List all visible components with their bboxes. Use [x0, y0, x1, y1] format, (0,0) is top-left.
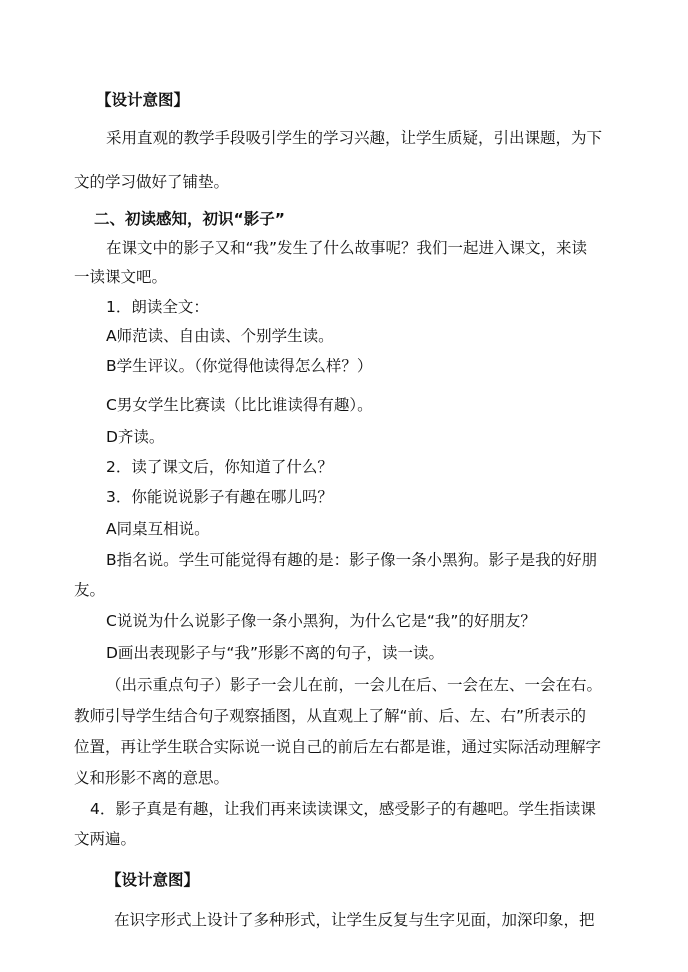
key-sentence-line: 义和形影不离的意思。	[74, 769, 230, 787]
step1-title: 1．朗读全文：	[106, 298, 209, 316]
intro-line: 一读课文吧。	[74, 268, 168, 286]
step1-item: C男女学生比赛读（比比谁读得有趣）。	[106, 396, 373, 414]
design-intent-heading: 【设计意图】	[96, 91, 190, 109]
design-intent-paragraph-line: 文的学习做好了铺垫。	[74, 173, 230, 191]
key-sentence-line: （出示重点句子）影子一会儿在前，一会儿在后、一会在左、一会在右。	[106, 676, 603, 694]
step4-line: 4．影子真是有趣，让我们再来读读课文，感受影子的有趣吧。学生指读课	[90, 800, 596, 818]
step3-item: D画出表现影子与“我”形影不离的句子，读一读。	[106, 644, 444, 662]
intro-line: 在课文中的影子又和“我”发生了什么故事呢？我们一起进入课文，来读	[106, 239, 588, 257]
section-title: 二、初读感知，初识“影子”	[94, 210, 285, 228]
step3-title: 3．你能说说影子有趣在哪儿吗？	[106, 488, 333, 506]
step3-item: 友。	[74, 581, 106, 599]
step1-item: B学生评议。（你觉得他读得怎么样？）	[106, 357, 373, 375]
step4-line: 文两遍。	[74, 830, 137, 848]
design-intent-paragraph-line: 采用直观的教学手段吸引学生的学习兴趣，让学生质疑，引出课题，为下	[106, 129, 603, 147]
step3-item: A同桌互相说。	[106, 520, 210, 538]
step1-item: A师范读、自由读、个别学生读。	[106, 327, 334, 345]
step3-item: C说说为什么说影子像一条小黑狗，为什么它是“我”的好朋友？	[106, 612, 536, 630]
key-sentence-line: 位置，再让学生联合实际说一说自己的前后左右都是谁，通过实际活动理解字	[74, 738, 602, 756]
key-sentence-line: 教师引导学生结合句子观察插图，从直观上了解“前、后、左、右”所表示的	[74, 707, 587, 725]
step1-item: D齐读。	[106, 428, 165, 446]
design-intent-heading: 【设计意图】	[106, 871, 200, 889]
design-intent-paragraph-line: 在识字形式上设计了多种形式，让学生反复与生字见面，加深印象，把	[114, 911, 595, 929]
step2-title: 2．读了课文后，你知道了什么？	[106, 458, 333, 476]
step3-item: B指名说。学生可能觉得有趣的是：影子像一条小黑狗。影子是我的好朋	[106, 551, 598, 569]
